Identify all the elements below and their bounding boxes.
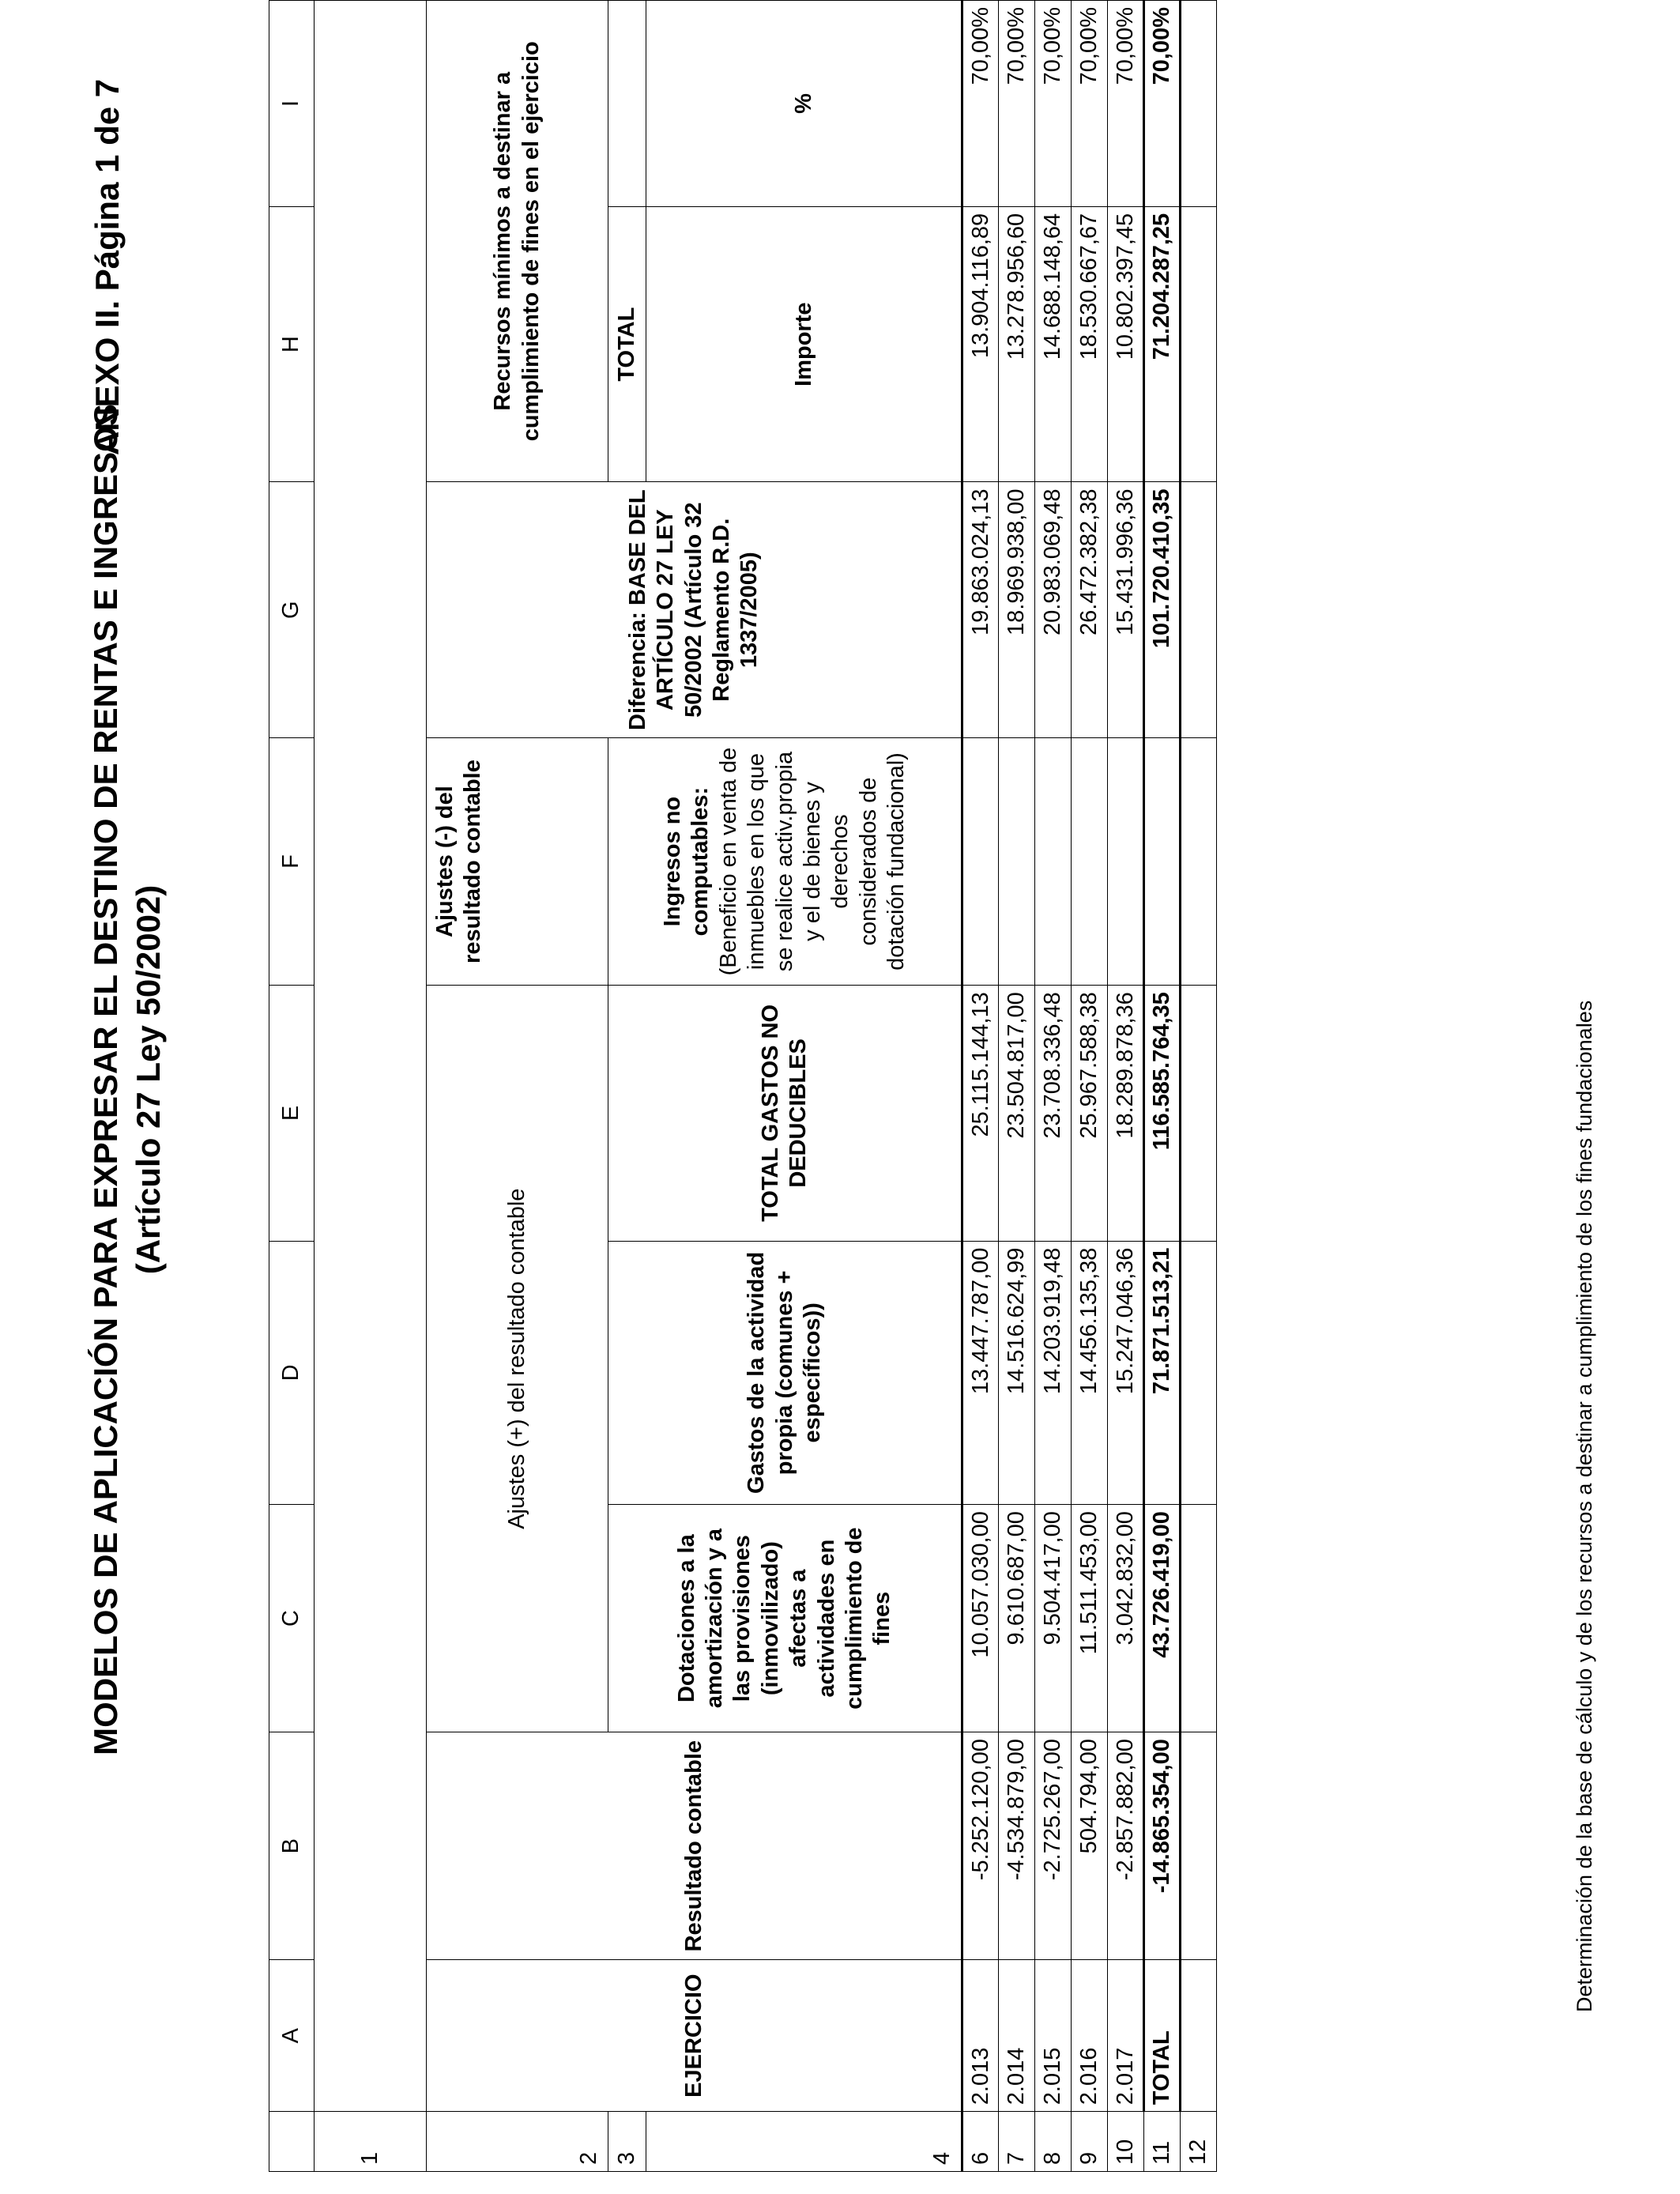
cell-total-importe[interactable]: 71.204.287,25 xyxy=(1144,206,1181,482)
header-total-right-empty xyxy=(608,1,646,207)
empty-cell[interactable] xyxy=(1181,1505,1217,1732)
row-number-2[interactable]: 2 xyxy=(427,2112,608,2172)
cell-importe[interactable]: 18.530.667,67 xyxy=(1072,206,1108,482)
header-importe xyxy=(646,206,962,482)
cell-total-diferencia[interactable]: 101.720.410,35 xyxy=(1144,482,1181,737)
column-letter-a[interactable]: A xyxy=(269,1960,315,2112)
cell-diferencia[interactable]: 19.863.024,13 xyxy=(962,482,999,737)
column-letter-f[interactable]: F xyxy=(269,737,315,985)
header-ingresos-title: Ingresos no computables: xyxy=(660,786,714,937)
table-row xyxy=(1035,1,1072,2172)
column-letter-row xyxy=(269,1,315,2172)
row-number-12[interactable]: 12 xyxy=(1181,2112,1217,2172)
cell-dotaciones[interactable]: 9.504.417,00 xyxy=(1035,1505,1072,1732)
cell-diferencia[interactable]: 15.431.996,36 xyxy=(1108,482,1144,737)
table-row xyxy=(1108,1,1144,2172)
row-number-10[interactable]: 10 xyxy=(1108,2112,1144,2172)
row-number-1[interactable]: 1 xyxy=(315,2112,427,2172)
header-total xyxy=(608,206,646,482)
column-letter-i[interactable]: I xyxy=(269,1,315,207)
cell-resultado[interactable]: -2.725.267,00 xyxy=(1035,1732,1072,1960)
cell-total-gastos[interactable]: 23.708.336,48 xyxy=(1035,986,1072,1241)
empty-cell[interactable] xyxy=(1181,1241,1217,1505)
header-resultado-text: Resultado contable xyxy=(680,1740,706,1952)
header-recursos-minimos-text: Recursos mínimos a destinar a cumplimiento de fines en el ejercicio xyxy=(490,41,544,442)
row-number-11[interactable]: 11 xyxy=(1144,2112,1181,2172)
cell-dotaciones[interactable]: 10.057.030,00 xyxy=(962,1505,999,1732)
header-gastos-actividad-text: Gastos de la actividad propia (comunes + específicos)) xyxy=(744,1251,825,1494)
row-number-9[interactable]: 9 xyxy=(1072,2112,1108,2172)
empty-cell[interactable] xyxy=(1181,482,1217,737)
cell-dotaciones[interactable]: 9.610.687,00 xyxy=(999,1505,1035,1732)
row-2 xyxy=(427,1,608,2172)
header-ejercicio xyxy=(427,1960,962,2112)
header-total-text: TOTAL xyxy=(614,307,639,382)
cell-total-gastos[interactable]: 18.289.878,36 xyxy=(1108,986,1144,1241)
cell-dotaciones[interactable]: 11.511.453,00 xyxy=(1072,1505,1108,1732)
cell-total-dotaciones[interactable]: 43.726.419,00 xyxy=(1144,1505,1181,1732)
cell-ejercicio[interactable]: 2.017 xyxy=(1108,1960,1144,2112)
cell-pct[interactable]: 70,00% xyxy=(1108,1,1144,207)
cell-diferencia[interactable]: 20.983.069,48 xyxy=(1035,482,1072,737)
cell-ejercicio[interactable]: 2.014 xyxy=(999,1960,1035,2112)
header-ejercicio-text: EJERCICIO xyxy=(680,1973,706,2098)
row-number-8[interactable]: 8 xyxy=(1035,2112,1072,2172)
column-letter-c[interactable]: C xyxy=(269,1505,315,1732)
cell-ingresos[interactable] xyxy=(1035,737,1072,985)
cell-pct[interactable]: 70,00% xyxy=(962,1,999,207)
cell-importe[interactable]: 13.904.116,89 xyxy=(962,206,999,482)
cell-pct[interactable]: 70,00% xyxy=(999,1,1035,207)
cell-pct[interactable]: 70,00% xyxy=(1072,1,1108,207)
cell-diferencia[interactable]: 18.969.938,00 xyxy=(999,482,1035,737)
column-letter-g[interactable]: G xyxy=(269,482,315,737)
column-letter-e[interactable]: E xyxy=(269,986,315,1241)
header-ingresos-detail: (Beneficio en venta de inmuebles en los que se realice activ.propia y el de bienes y derechos considerados de dotación fundacional) xyxy=(715,747,909,976)
cell-gastos[interactable]: 15.247.046,36 xyxy=(1108,1241,1144,1505)
cell-gastos[interactable]: 13.447.787,00 xyxy=(962,1241,999,1505)
cell-resultado[interactable]: -5.252.120,00 xyxy=(962,1732,999,1960)
empty-cell[interactable] xyxy=(1181,737,1217,985)
title-block xyxy=(87,289,168,1870)
header-gastos-actividad xyxy=(608,1241,962,1505)
footer-caption: Determinación de la base de cálculo y de los recursos a destinar a cumplimiento de los fines fundacionales xyxy=(1573,1000,1596,2012)
cell-total-label[interactable]: TOTAL xyxy=(1144,1960,1181,2112)
empty-cell[interactable] xyxy=(1181,1732,1217,1960)
annex-page-label: ANEXO II. Página 1 de 7 xyxy=(89,78,126,455)
empty-cell[interactable] xyxy=(1181,1,1217,207)
header-resultado-contable xyxy=(427,1732,962,1960)
row-number-4[interactable]: 4 xyxy=(646,2112,962,2172)
cell-total-gastos[interactable]: 25.967.588,38 xyxy=(1072,986,1108,1241)
row-12 xyxy=(1181,1,1217,2172)
row-number-3[interactable]: 3 xyxy=(608,2112,646,2172)
table-row xyxy=(1072,1,1108,2172)
cell-gastos[interactable]: 14.203.919,48 xyxy=(1035,1241,1072,1505)
cell-pct[interactable]: 70,00% xyxy=(1035,1,1072,207)
cell-importe[interactable]: 14.688.148,64 xyxy=(1035,206,1072,482)
cell-ingresos[interactable] xyxy=(962,737,999,985)
corner-cell[interactable] xyxy=(269,2112,315,2172)
cell-gastos[interactable]: 14.456.135,38 xyxy=(1072,1241,1108,1505)
column-letter-h[interactable]: H xyxy=(269,206,315,482)
header-dotaciones-text: Dotaciones a la amortización y a las provisiones (inmovilizado) afectas a actividades en cumplimiento de fines xyxy=(673,1527,895,1710)
cell-total-gastos-no-deducibles[interactable]: 116.585.764,35 xyxy=(1144,986,1181,1241)
cell-total-gastos-actividad[interactable]: 71.871.513,21 xyxy=(1144,1241,1181,1505)
empty-cell[interactable] xyxy=(1181,206,1217,482)
cell-importe[interactable]: 13.278.956,60 xyxy=(999,206,1035,482)
page-subtitle: (Artículo 27 Ley 50/2002) xyxy=(130,884,167,1275)
cell-total-gastos[interactable]: 25.115.144,13 xyxy=(962,986,999,1241)
total-row xyxy=(1144,1,1181,2172)
column-letter-d[interactable]: D xyxy=(269,1241,315,1505)
empty-row-1 xyxy=(315,1,427,2112)
table-row xyxy=(999,1,1035,2172)
row-number-6[interactable]: 6 xyxy=(962,2112,999,2172)
cell-resultado[interactable]: -4.534.879,00 xyxy=(999,1732,1035,1960)
header-total-gastos-text: TOTAL GASTOS NO DEDUCIBLES xyxy=(757,1004,812,1222)
cell-dotaciones[interactable]: 3.042.832,00 xyxy=(1108,1505,1144,1732)
cell-ejercicio[interactable]: 2.013 xyxy=(962,1960,999,2112)
cell-total-ingresos[interactable] xyxy=(1144,737,1181,985)
header-ajustes-positivos-text: Ajustes (+) del resultado contable xyxy=(503,1188,529,1529)
header-diferencia xyxy=(427,482,962,737)
cell-resultado[interactable]: -2.857.882,00 xyxy=(1108,1732,1144,1960)
header-total-gastos-no-deducibles xyxy=(608,986,962,1241)
header-recursos-minimos xyxy=(427,1,608,483)
cell-total-gastos[interactable]: 23.504.817,00 xyxy=(999,986,1035,1241)
header-pct xyxy=(646,1,962,207)
empty-cell[interactable] xyxy=(1181,986,1217,1241)
cell-ingresos[interactable] xyxy=(999,737,1035,985)
cell-total-resultado[interactable]: -14.865.354,00 xyxy=(1144,1732,1181,1960)
row-number-7[interactable]: 7 xyxy=(999,2112,1035,2172)
table-row xyxy=(962,1,999,2172)
header-ajustes-positivos xyxy=(427,986,608,1732)
cell-diferencia[interactable]: 26.472.382,38 xyxy=(1072,482,1108,737)
cell-gastos[interactable]: 14.516.624,99 xyxy=(999,1241,1035,1505)
cell-resultado[interactable]: 504.794,00 xyxy=(1072,1732,1108,1960)
column-letter-b[interactable]: B xyxy=(269,1732,315,1960)
header-pct-text: % xyxy=(790,93,816,114)
cell-importe[interactable]: 10.802.397,45 xyxy=(1108,206,1144,482)
cell-ingresos[interactable] xyxy=(1108,737,1144,985)
empty-cell[interactable] xyxy=(1181,1960,1217,2112)
header-dotaciones xyxy=(608,1505,962,1732)
header-ajustes-negativos-text: Ajustes (-) del resultado contable xyxy=(432,760,486,963)
header-importe-text: Importe xyxy=(790,302,816,386)
row-1 xyxy=(315,1,427,2172)
page-title: MODELOS DE APLICACIÓN PARA EXPRESAR EL DESTINO DE RENTAS E INGRESOS xyxy=(87,404,124,1755)
cell-total-pct[interactable]: 70,00% xyxy=(1144,1,1181,207)
header-ajustes-negativos xyxy=(427,737,608,985)
cell-ingresos[interactable] xyxy=(1072,737,1108,985)
cell-ejercicio[interactable]: 2.015 xyxy=(1035,1960,1072,2112)
spreadsheet-table xyxy=(269,0,1217,2172)
cell-ejercicio[interactable]: 2.016 xyxy=(1072,1960,1108,2112)
header-ingresos-no-computables xyxy=(608,737,962,985)
header-diferencia-text: Diferencia: BASE DEL ARTÍCULO 27 LEY 50/2002 (Artículo 32 Reglamento R.D. 1337/2005) xyxy=(624,489,763,730)
